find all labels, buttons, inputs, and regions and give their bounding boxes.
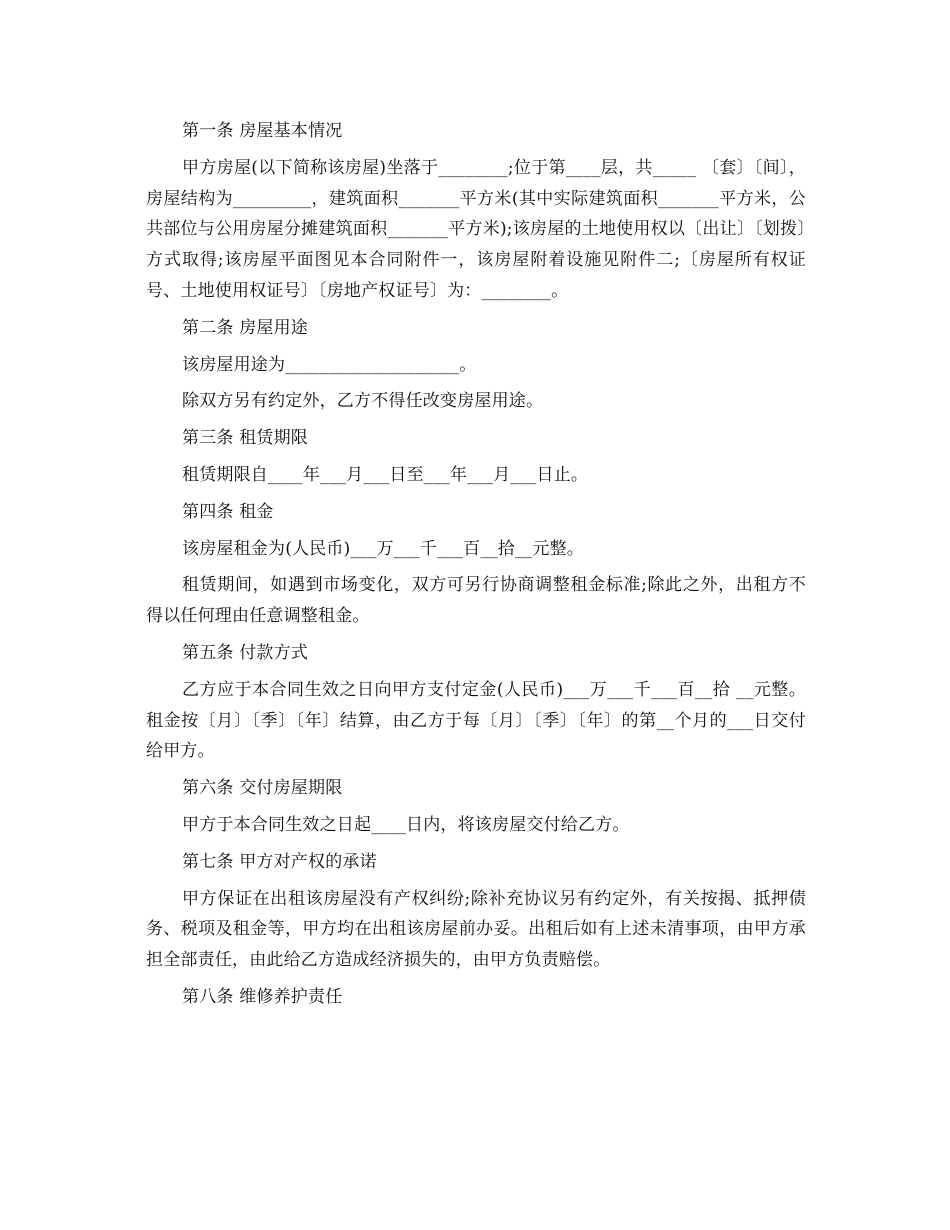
article-5-body: 乙方应于本合同生效之日向甲方支付定金(人民币)___万___千___百__拾 __元整。租金按〔月〕〔季〕〔年〕结算，由乙方于每〔月〕〔季〕〔年〕的第__个月的___日交付给甲方。	[146, 679, 806, 762]
article-6-heading: 第六条 交付房屋期限	[182, 778, 343, 799]
article-1-heading: 第一条 房屋基本情况	[182, 121, 343, 141]
article-7-body: 甲方保证在出租该房屋没有产权纠纷;除补充协议另有约定外，有关按揭、抵押债务、税项及租金等，甲方均在出租该房屋前办妥。出租后如有上述未清事项，由甲方承担全部责任，由此给乙方造成经济损失的，由甲方负责赔偿。	[146, 888, 806, 971]
article-8-heading: 第八条 维修养护责任	[182, 986, 343, 1007]
article-2-heading: 第二条 房屋用途	[182, 317, 309, 338]
article-7-heading: 第七条 甲方对产权的承诺	[182, 851, 377, 872]
article-6-body: 甲方于本合同生效之日起____日内，将该房屋交付给乙方。	[182, 814, 630, 835]
article-4-heading: 第四条 租金	[182, 501, 274, 522]
article-3-body: 租赁期限自____年___月___日至___年___月___日止。	[182, 464, 589, 485]
article-5-heading: 第五条 付款方式	[182, 642, 309, 663]
document-body	[146, 116, 806, 1019]
article-4-body-2: 租赁期间，如遇到市场变化，双方可另行协商调整租金标准;除此之外，出租方不得以任何理由任意调整租金。	[146, 575, 806, 627]
article-2-body-1: 该房屋用途为____________________。	[182, 354, 477, 375]
article-4-body-1: 该房屋租金为(人民币)___万___千___百__拾__元整。	[182, 538, 584, 559]
article-3-heading: 第三条 租赁期限	[182, 428, 309, 449]
article-2-body-2: 除双方另有约定外，乙方不得任改变房屋用途。	[182, 391, 544, 412]
article-1-body: 甲方房屋(以下简称该房屋)坐落于________;位于第____层，共_____ 〔套〕〔间〕，房屋结构为_________，建筑面积_______平方米(其中实际建筑面积_______平方米，公共部位与公用房屋分摊建筑面积_______平方米);该房屋的土地使用权以〔出让〕〔划拨〕方式取得;该房屋平面图见本合同附件一，该房屋附着设施见附件二;〔房屋所有权证号、土地使用权证号〕〔房地产权证号〕为：________。	[146, 157, 806, 301]
